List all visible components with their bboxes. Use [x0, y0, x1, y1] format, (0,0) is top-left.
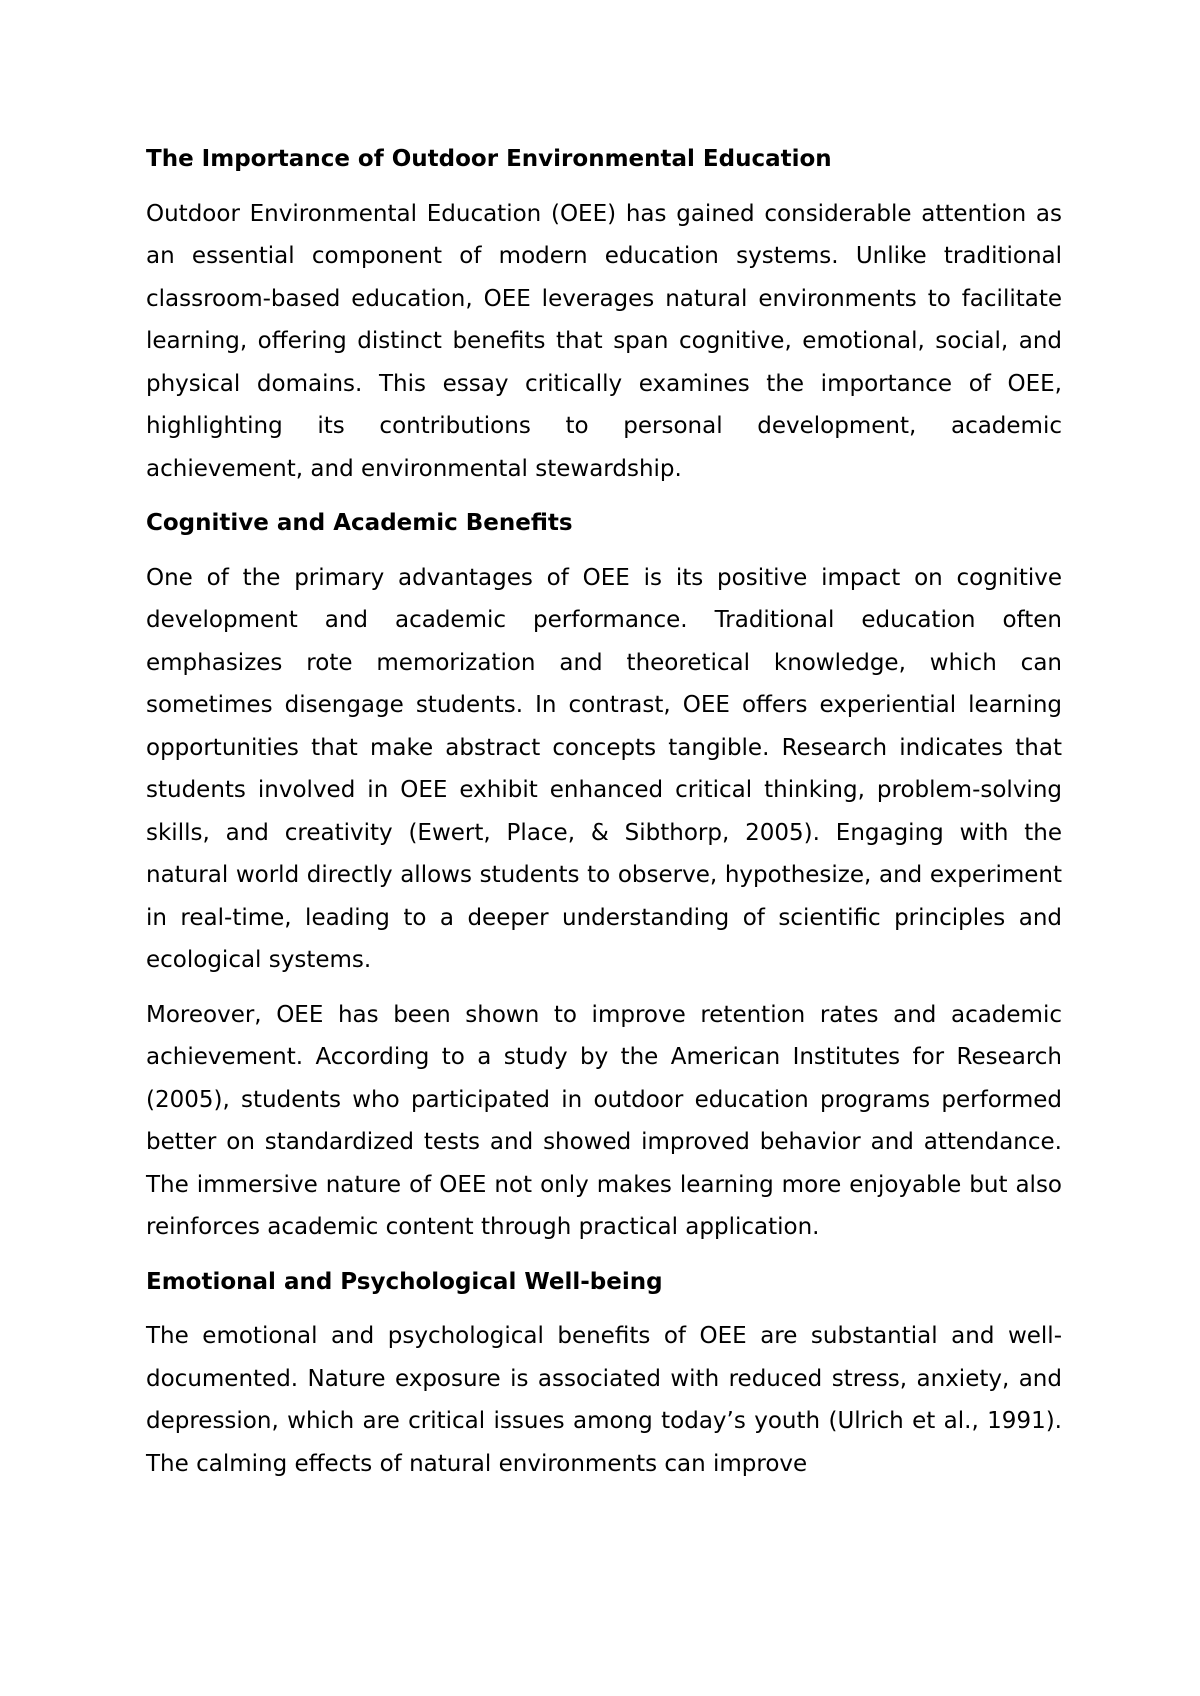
section-heading-emotional: Emotional and Psychological Well-being — [146, 1268, 663, 1295]
document-title: The Importance of Outdoor Environmental Education — [146, 146, 832, 172]
cognitive-paragraph-1: One of the primary advantages of OEE is its positive impact on cognitive development and academic performance. Traditional education often emphasizes rote memorization and theoretical knowledge, which can sometimes disengage students. In contrast, OEE offers experiential learning opportunities that make abstract concepts tangible. Research indicates that students involved in OEE exhibit enhanced critical thinking, problem-solving skills, and creativity (Ewert, Place, & Sibthorp, 2005). Engaging with the natural world directly allows students to observe, hypothesize, and experiment in real-time, leading to a deeper understanding of scientific principles and ecological systems. — [146, 564, 1062, 973]
section-heading-cognitive: Cognitive and Academic Benefits — [146, 510, 573, 536]
emotional-paragraph-1: The emotional and psychological benefits of OEE are substantial and well-documented. Nature exposure is associated with reduced stress, anxiety, and depression, which are critical issues among today’s youth (Ulrich et al., 1991). The calming effects of natural environments can improve — [146, 1323, 1062, 1477]
cognitive-paragraph-2: Moreover, OEE has been shown to improve retention rates and academic achievement. According to a study by the American Institutes for Research (2005), students who participated in outdoor education programs performed better on standardized tests and showed improved behavior and attendance. The immersive nature of OEE not only makes learning more enjoyable but also reinforces academic content through practical application. — [146, 1001, 1062, 1240]
intro-paragraph: Outdoor Environmental Education (OEE) has gained considerable attention as an essential component of modern education systems. Unlike traditional classroom-based education, OEE leverages natural environments to facilitate learning, offering distinct benefits that span cognitive, emotional, social, and physical domains. This essay critically examines the importance of OEE, highlighting its contributions to personal development, academic achievement, and environmental stewardship. — [146, 200, 1062, 482]
document-page — [146, 138, 1062, 1497]
